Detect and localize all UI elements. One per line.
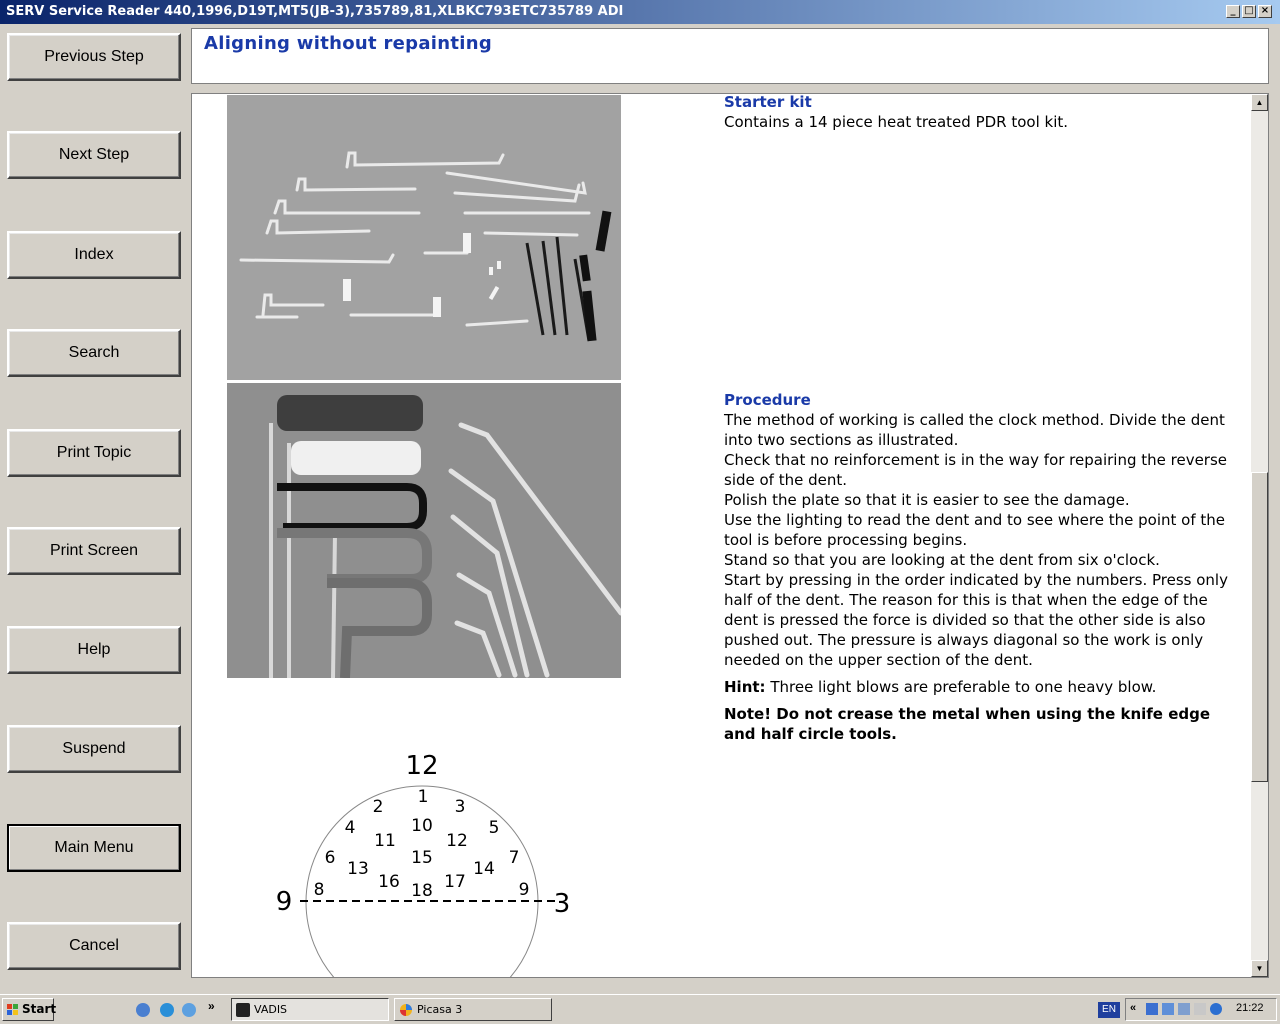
content-panel <box>191 93 1269 978</box>
quicklaunch-more-icon[interactable]: » <box>208 999 215 1013</box>
note-text: Note! Do not crease the metal when using the knife edge and half circle tools. <box>724 705 1211 743</box>
procedure-section <box>724 390 1246 744</box>
window-titlebar <box>0 0 1280 24</box>
picasa-app-icon <box>399 1003 413 1017</box>
dent-number: 7 <box>508 848 520 868</box>
dent-number: 17 <box>444 872 466 892</box>
tools-closeup-photo <box>227 383 621 678</box>
scroll-down-icon[interactable]: ▼ <box>1251 960 1268 977</box>
tray-expand-icon[interactable]: « <box>1130 1002 1137 1014</box>
main-menu-button[interactable]: Main Menu <box>7 824 181 872</box>
print-topic-button[interactable]: Print Topic <box>7 429 181 477</box>
hint-text: Three light blows are preferable to one heavy blow. <box>770 678 1157 696</box>
maximize-icon[interactable]: □ <box>1242 5 1256 18</box>
task-vadis-label: VADIS <box>254 1003 288 1016</box>
search-button[interactable]: Search <box>7 329 181 377</box>
vertical-scrollbar[interactable] <box>1251 94 1268 977</box>
help-button[interactable]: Help <box>7 626 181 674</box>
taskbar <box>0 994 1280 1024</box>
scrollbar-thumb[interactable] <box>1251 472 1268 782</box>
print-screen-button[interactable]: Print Screen <box>7 527 181 575</box>
window-title: SERV Service Reader 440,1996,D19T,MT5(JB-3),735789,81,XLBKC793ETC735789 ADI <box>6 4 624 19</box>
dent-number: 2 <box>372 797 384 817</box>
clock: 21:22 <box>1236 1002 1264 1014</box>
close-icon[interactable]: × <box>1258 5 1272 18</box>
dent-number: 14 <box>473 859 495 879</box>
quicklaunch-app-icon[interactable] <box>182 1003 196 1017</box>
windows-logo-icon <box>7 1004 19 1016</box>
network-icon[interactable] <box>1162 1003 1174 1015</box>
previous-step-button[interactable]: Previous Step <box>7 33 181 81</box>
clock-12-label: 12 <box>405 751 439 781</box>
starter-kit-photo <box>227 95 621 380</box>
tools-closeup-illustration <box>227 383 621 678</box>
procedure-heading: Procedure <box>724 391 811 409</box>
index-button[interactable]: Index <box>7 231 181 279</box>
dent-number: 8 <box>313 880 325 900</box>
dent-number: 5 <box>488 818 500 838</box>
scroll-up-icon[interactable]: ▲ <box>1251 94 1268 111</box>
dent-number: 4 <box>344 818 356 838</box>
topic-header <box>191 28 1269 84</box>
task-vadis[interactable] <box>231 998 389 1021</box>
procedure-paragraph: The method of working is called the clock method. Divide the dent into two sections as illustrated. <box>724 411 1225 449</box>
task-picasa[interactable] <box>394 998 552 1021</box>
procedure-paragraph: Check that no reinforcement is in the way for repairing the reverse side of the dent. <box>724 451 1228 489</box>
tray-app-icon[interactable] <box>1146 1003 1158 1015</box>
tray-app-icon[interactable] <box>1210 1003 1222 1015</box>
tool-kit-illustration <box>227 95 621 380</box>
dent-number: 18 <box>411 881 433 901</box>
dent-number: 15 <box>411 848 433 868</box>
dent-number: 11 <box>374 831 396 851</box>
next-step-button[interactable]: Next Step <box>7 131 181 179</box>
procedure-paragraph: Start by pressing in the order indicated by the numbers. Press only half of the dent. The reason for this is that when the edge of the dent is pressed the force is divided so that the other side is also pushed out. The pressure is always diagonal so the work is only needed on the upper section of the dent. <box>724 571 1228 669</box>
suspend-button[interactable]: Suspend <box>7 725 181 773</box>
dent-number: 16 <box>378 872 400 892</box>
dent-number: 13 <box>347 859 369 879</box>
internet-explorer-icon[interactable] <box>160 1003 174 1017</box>
hint-label: Hint: <box>724 678 766 696</box>
procedure-paragraph: Use the lighting to read the dent and to see where the point of the tool is before processing begins. <box>724 511 1225 549</box>
starter-kit-text: Contains a 14 piece heat treated PDR tool kit. <box>724 113 1069 131</box>
vadis-app-icon <box>236 1003 250 1017</box>
procedure-paragraph: Polish the plate so that it is easier to see the damage. <box>724 491 1130 509</box>
language-indicator[interactable]: EN <box>1098 1002 1120 1018</box>
start-button[interactable] <box>2 998 57 1021</box>
clock-method-diagram <box>262 742 582 978</box>
clock-3-label: 3 <box>553 889 571 919</box>
dent-number: 3 <box>454 797 466 817</box>
starter-kit-section <box>724 93 1246 132</box>
volume-icon[interactable] <box>1194 1003 1206 1015</box>
cancel-button[interactable]: Cancel <box>7 922 181 970</box>
start-label: Start <box>22 1002 57 1016</box>
dent-number: 12 <box>446 831 468 851</box>
procedure-paragraph: Stand so that you are looking at the dent from six o'clock. <box>724 551 1160 569</box>
network-icon[interactable] <box>1178 1003 1190 1015</box>
dent-number: 9 <box>518 880 530 900</box>
minimize-icon[interactable]: _ <box>1226 5 1240 18</box>
starter-kit-heading: Starter kit <box>724 93 812 111</box>
task-picasa-label: Picasa 3 <box>417 1003 463 1016</box>
dent-number: 10 <box>411 816 433 836</box>
dent-number: 1 <box>417 787 429 807</box>
page-title: Aligning without repainting <box>204 33 493 54</box>
system-tray <box>1125 998 1277 1021</box>
clock-9-label: 9 <box>275 887 293 917</box>
dent-number: 6 <box>324 848 336 868</box>
quicklaunch-app-icon[interactable] <box>136 1003 150 1017</box>
hint-block <box>724 677 1246 697</box>
